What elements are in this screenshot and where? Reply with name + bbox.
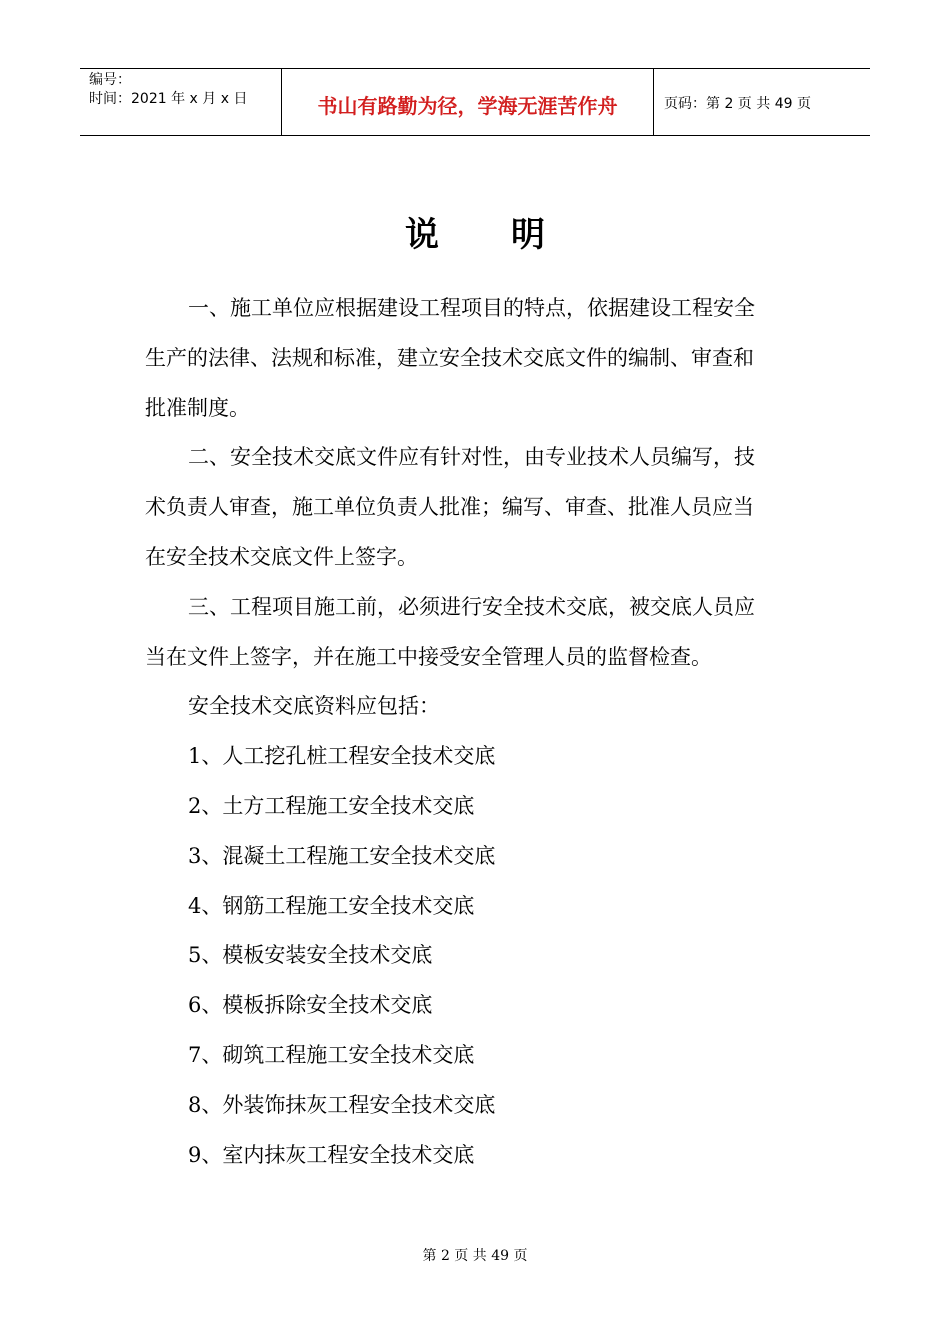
document-body [145, 284, 770, 1180]
page-header [80, 68, 870, 136]
time-label: 时间：2021 年 x 月 x 日 [89, 91, 248, 107]
page-footer: 第 2 页 共 49 页 [422, 1248, 528, 1264]
number-label: 编号： [89, 72, 131, 88]
list-item: 2、土方工程施工安全技术交底 [188, 793, 475, 818]
list-item: 4、钢筋工程施工安全技术交底 [188, 893, 475, 918]
list-item: 3、混凝土工程施工安全技术交底 [188, 843, 496, 868]
list-item: 6、模板拆除安全技术交底 [188, 993, 433, 1018]
header-meta [80, 69, 282, 135]
list-item: 1、人工挖孔桩工程安全技术交底 [188, 744, 496, 769]
document-title: 说明 [405, 215, 617, 255]
item-list [145, 732, 770, 1180]
paragraph-4: 安全技术交底资料应包括： [188, 694, 440, 719]
paragraph-1: 一、施工单位应根据建设工程项目的特点，依据建设工程安全生产的法律、法规和标准，建立安全技术交底文件的编制、审查和批准制度。 [145, 296, 755, 420]
list-item: 8、外装饰抹灰工程安全技术交底 [188, 1092, 496, 1117]
paragraph-2: 二、安全技术交底文件应有针对性，由专业技术人员编写，技术负责人审查，施工单位负责人批准；编写、审查、批准人员应当在安全技术交底文件上签字。 [145, 445, 755, 569]
list-item: 9、室内抹灰工程安全技术交底 [188, 1142, 475, 1167]
header-page-info: 页码：第 2 页 共 49 页 [664, 96, 811, 112]
paragraph-3: 三、工程项目施工前，必须进行安全技术交底，被交底人员应当在文件上签字，并在施工中接受安全管理人员的监督检查。 [145, 594, 755, 669]
list-item: 5、模板安装安全技术交底 [188, 943, 433, 968]
header-motto: 书山有路勤为径，学海无涯苦作舟 [282, 69, 654, 135]
list-item: 7、砌筑工程施工安全技术交底 [188, 1042, 475, 1067]
